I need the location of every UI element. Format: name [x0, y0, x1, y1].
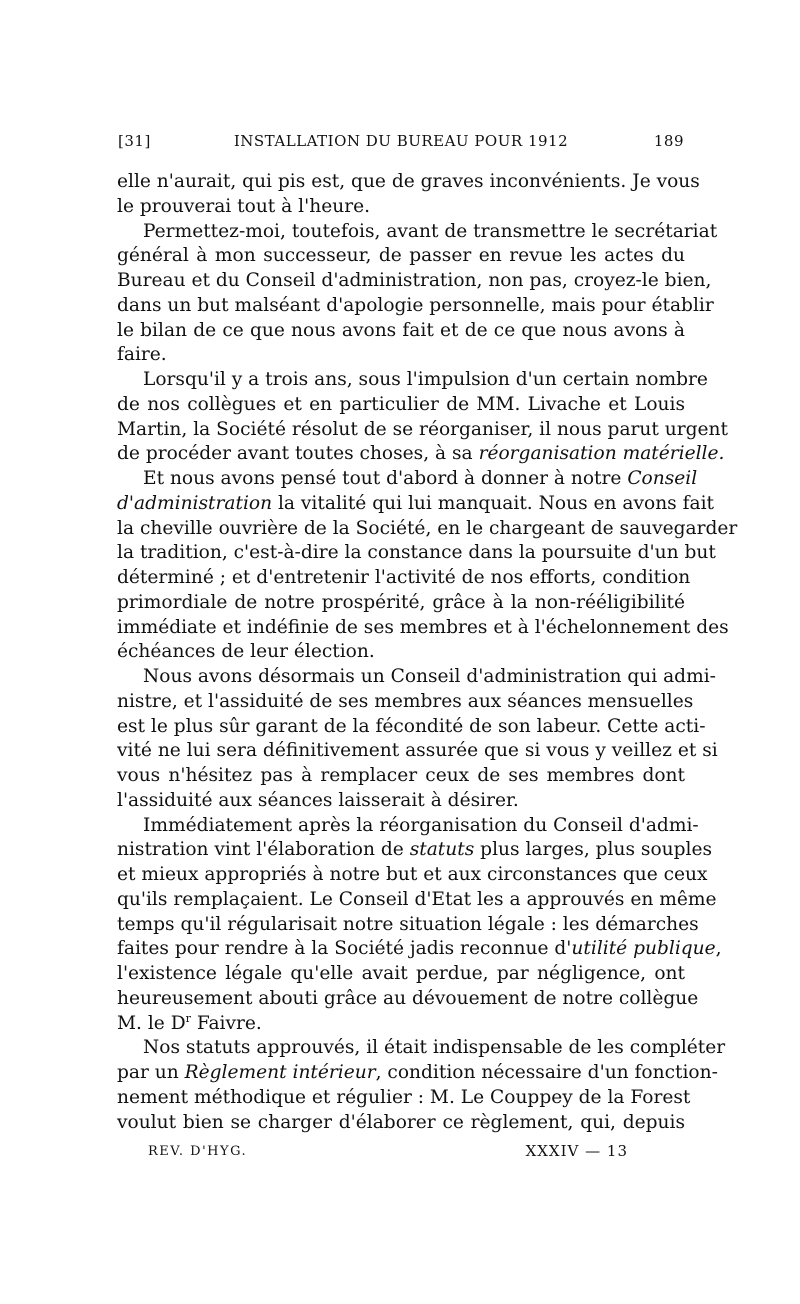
text-line: qu'ils remplaçaient. Le Conseil d'Etat les a approuvés en même [117, 888, 717, 910]
text-line: Et nous avons pensé tout d'abord à donner à notre Conseil [143, 468, 698, 489]
text-line: d'administration la vitalité qui lui manquait. Nous en avons fait [117, 492, 715, 514]
text-line: nement méthodique et régulier : M. Le Couppey de la Forest [117, 1086, 691, 1108]
text-line: de nos collègues et en particulier de MM. Livache et Louis [117, 393, 685, 415]
text-line: Lorsqu'il y a trois ans, sous l'impulsion d'un certain nombre [143, 369, 708, 390]
text-line: est le plus sûr garant de la fécondité de son labeur. Cette acti- [117, 715, 706, 737]
text-line: immédiate et indéfinie de ses membres et à l'échelonnement des [117, 616, 729, 638]
text-line: M. le $D^r$ Faivre. [117, 1011, 262, 1034]
text-line: la tradition, c'est-à-dire la constance dans la poursuite d'un but [117, 542, 716, 564]
text-line: nistre, et l'assiduité de ses membres aux séances mensuelles [117, 690, 694, 712]
text-line: échéances de leur élection. [117, 641, 375, 663]
volume-sheet: XXXIV — 13 [525, 1142, 628, 1160]
text-line: Martin, la Société résolut de se réorganiser, il nous parut urgent [117, 418, 729, 440]
italic-phrase: Règlement intérieur [184, 1062, 376, 1083]
text-line: elle n'aurait, qui pis est, que de graves inconvénients. Je vous [117, 171, 700, 192]
text-line: le bilan de ce que nous avons fait et de ce que nous avons à [117, 319, 685, 341]
text-line: par un Règlement intérieur, condition nécessaire d'un fonction- [117, 1062, 718, 1083]
italic-phrase: réorganisation matérielle. [478, 443, 725, 465]
text-line: faire. [117, 344, 167, 366]
page-footer [148, 1142, 628, 1162]
text-line: Immédiatement après la réorganisation du Conseil d'admi- [143, 814, 699, 836]
text-line: heureusement abouti grâce au dévouement de notre collègue [117, 987, 699, 1009]
running-header [118, 132, 684, 154]
text-line: et mieux appropriés à notre but et aux circonstances que ceux [117, 864, 708, 885]
text-line: déterminé ; et d'entretenir l'activité de nos efforts, condition [117, 567, 691, 588]
text-line: l'assiduité aux séances laisserait à désirer. [117, 789, 519, 811]
text-line: primordiale de notre prospérité, grâce à la non-rééligibilité [117, 591, 685, 613]
running-title: INSTALLATION DU BUREAU POUR 1912 [233, 132, 569, 150]
text-line: général à mon successeur, de passer en revue les actes du [117, 245, 685, 267]
journal-signature: REV. D'HYG. [148, 1144, 248, 1159]
superscript: r [185, 1011, 191, 1025]
page-number: 189 [653, 132, 684, 150]
text-line: vous n'hésitez pas à remplacer ceux de ses membres dont [117, 765, 685, 786]
text-line: Permettez-moi, toutefois, avant de transmettre le secrétariat [143, 220, 718, 242]
text-line: Nos statuts approuvés, il était indispensable de les compléter [143, 1037, 726, 1059]
text-line: de procéder avant toutes choses, à sa réorganisation matérielle. [117, 443, 725, 465]
text-line: l'existence légale qu'elle avait perdue, par négligence, ont [117, 963, 685, 984]
page-body [117, 170, 738, 1135]
page-reference: [31] [118, 132, 151, 150]
italic-phrase: d'administration [117, 492, 273, 514]
text-line: le prouverai tout à l'heure. [117, 195, 370, 217]
text-line: la cheville ouvrière de la Société, en le chargeant de sauvegarder [117, 517, 738, 539]
italic-phrase: utilité publique [571, 938, 716, 960]
text-line: Bureau et du Conseil d'administration, non pas, croyez-le bien, [117, 270, 712, 291]
text-line: Nous avons désormais un Conseil d'administration qui admi- [143, 666, 716, 687]
text-line: dans un but malséant d'apologie personnelle, mais pour établir [117, 294, 714, 316]
text-line: voulut bien se charger d'élaborer ce règlement, qui, depuis [117, 1111, 685, 1133]
italic-phrase: statuts [409, 839, 475, 861]
text-line: temps qu'il régularisait notre situation légale : les démarches [117, 913, 699, 935]
italic-phrase: Conseil [627, 468, 698, 489]
text-line: nistration vint l'élaboration de statuts plus larges, plus souples [117, 839, 713, 861]
text-line: vité ne lui sera définitivement assurée que si vous y veillez et si [117, 740, 718, 762]
text-line: faites pour rendre à la Société jadis reconnue d'utilité publique, [117, 938, 722, 960]
